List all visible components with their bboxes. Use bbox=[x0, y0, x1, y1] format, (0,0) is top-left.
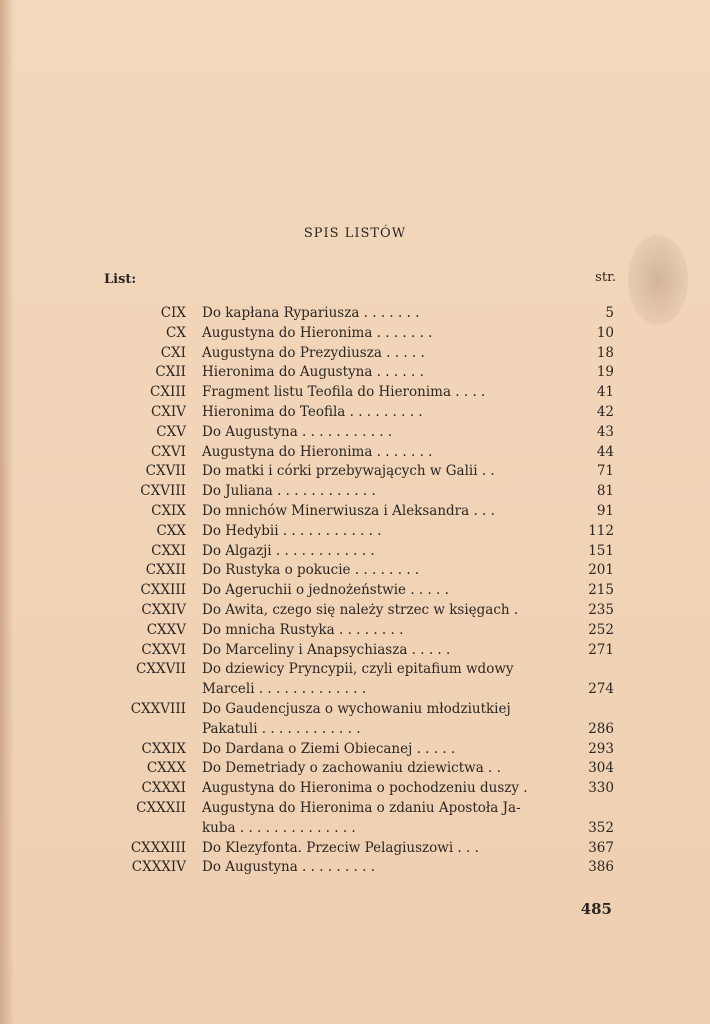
letter-number: CXV bbox=[156, 423, 186, 440]
page-number: 201 bbox=[588, 562, 614, 579]
letter-number: CXXV bbox=[146, 621, 186, 638]
page-number: 293 bbox=[588, 740, 614, 757]
letter-title: Do Awita, czego się należy strzec w księgach . bbox=[202, 601, 519, 618]
letter-number: CXI bbox=[160, 344, 186, 361]
page-number: 42 bbox=[596, 403, 614, 420]
page-number: 252 bbox=[588, 621, 614, 638]
letter-number: CXX bbox=[156, 522, 186, 539]
letter-title: Do Marceliny i Anapsychiasza . . . . . bbox=[202, 641, 451, 658]
letter-title: Augustyna do Hieronima . . . . . . . bbox=[202, 324, 433, 341]
letter-number: CXXVI bbox=[141, 641, 186, 658]
toc-row bbox=[0, 522, 710, 542]
letter-title: Do mnichów Minerwiusza i Aleksandra . . . bbox=[202, 502, 495, 519]
toc-row bbox=[0, 363, 710, 383]
letter-number: CXIV bbox=[150, 403, 186, 420]
page-number: 352 bbox=[588, 819, 614, 836]
letter-title: Do Hedybii . . . . . . . . . . . . bbox=[202, 522, 382, 539]
page-number: 81 bbox=[596, 483, 614, 500]
letter-title: Augustyna do Hieronima . . . . . . . bbox=[202, 443, 433, 460]
page-number: 215 bbox=[588, 582, 614, 599]
letter-title: Do mnicha Rustyka . . . . . . . . bbox=[202, 621, 404, 638]
toc-row bbox=[0, 799, 710, 819]
page-number: 71 bbox=[596, 463, 614, 480]
toc-row bbox=[0, 720, 710, 740]
column-header-page: str. bbox=[595, 270, 616, 285]
letter-number: CXVIII bbox=[140, 483, 186, 500]
letter-title: Pakatuli . . . . . . . . . . . . bbox=[202, 720, 361, 737]
page-number: 304 bbox=[588, 760, 614, 777]
letter-number: CXXIX bbox=[141, 740, 186, 757]
page-number: 10 bbox=[596, 324, 614, 341]
letter-title: Do Juliana . . . . . . . . . . . . bbox=[202, 483, 376, 500]
toc-row bbox=[0, 621, 710, 641]
page-number: 5 bbox=[605, 305, 614, 321]
page-number: 367 bbox=[588, 839, 614, 856]
page-number: 19 bbox=[596, 364, 614, 381]
letter-number: CXXVII bbox=[136, 661, 186, 678]
toc-row bbox=[0, 819, 710, 839]
letter-number: CIX bbox=[160, 305, 186, 321]
page-number: 91 bbox=[596, 502, 614, 519]
letter-number: CXIII bbox=[150, 384, 186, 401]
letter-title: Hieronima do Teofila . . . . . . . . . bbox=[202, 403, 423, 420]
toc-row bbox=[0, 740, 710, 760]
column-header-letter: List: bbox=[104, 272, 137, 287]
letter-title: Do Ageruchii o jednożeństwie . . . . . bbox=[202, 582, 449, 599]
letter-number: CXXXII bbox=[136, 799, 186, 816]
letter-title: Augustyna do Prezydiusza . . . . . bbox=[202, 344, 425, 361]
toc-row bbox=[0, 700, 710, 720]
letter-number: CXVII bbox=[145, 463, 186, 480]
toc-row bbox=[0, 324, 710, 344]
toc-row bbox=[0, 344, 710, 364]
page-number: 330 bbox=[588, 780, 614, 797]
toc-row bbox=[0, 462, 710, 482]
page-number: 386 bbox=[588, 859, 614, 876]
toc-row bbox=[0, 581, 710, 601]
letter-title: Fragment listu Teofila do Hieronima . . . . bbox=[202, 384, 486, 401]
page-number: 44 bbox=[596, 443, 614, 460]
toc-row bbox=[0, 561, 710, 581]
letter-title: Do Demetriady o zachowaniu dziewictwa . . bbox=[202, 760, 501, 777]
letter-number: CXXXI bbox=[141, 780, 186, 797]
folio-number: 485 bbox=[580, 900, 612, 918]
toc-row bbox=[0, 641, 710, 661]
letter-title: Do matki i córki przebywających w Galii . . bbox=[202, 463, 495, 480]
toc-row bbox=[0, 660, 710, 680]
letter-number: CXXXIII bbox=[130, 839, 186, 856]
letter-title: Augustyna do Hieronima o zdaniu Apostoła Ja- bbox=[202, 799, 521, 816]
letter-title: Do Algazji . . . . . . . . . . . . bbox=[202, 542, 375, 559]
page-title: SPIS LISTÓW bbox=[303, 226, 407, 241]
letter-title: Augustyna do Hieronima o pochodzeniu duszy . bbox=[202, 780, 528, 797]
letter-number: CXIX bbox=[151, 502, 186, 519]
letter-title: Do Augustyna . . . . . . . . . . . bbox=[202, 423, 393, 440]
letter-number: CXXVIII bbox=[130, 700, 186, 717]
toc-row bbox=[0, 423, 710, 443]
letter-number: CXXIII bbox=[140, 582, 186, 599]
toc-row bbox=[0, 779, 710, 799]
toc-row bbox=[0, 858, 710, 878]
letter-title: Do Klezyfonta. Przeciw Pelagiuszowi . . . bbox=[202, 839, 479, 856]
toc-row bbox=[0, 680, 710, 700]
letter-number: CXII bbox=[155, 364, 186, 381]
toc-row bbox=[0, 482, 710, 502]
toc-row bbox=[0, 383, 710, 403]
toc-row bbox=[0, 542, 710, 562]
toc-row bbox=[0, 403, 710, 423]
toc-row bbox=[0, 304, 710, 324]
toc-row bbox=[0, 839, 710, 859]
page-number: 151 bbox=[588, 542, 614, 559]
letter-number: CXXII bbox=[145, 562, 186, 579]
letter-number: CXXI bbox=[151, 542, 186, 559]
letter-number: CXXXIV bbox=[131, 859, 186, 876]
letter-title: Hieronima do Augustyna . . . . . . bbox=[202, 364, 424, 381]
letter-title: Do Gaudencjusza o wychowaniu młodziutkiej bbox=[202, 700, 511, 717]
letter-title: Do Dardana o Ziemi Obiecanej . . . . . bbox=[202, 740, 456, 757]
letter-title: Do dziewicy Pryncypii, czyli epitafium wdowy bbox=[202, 661, 514, 678]
letter-number: CX bbox=[166, 324, 186, 341]
letter-number: CXVI bbox=[150, 443, 186, 460]
letter-number: CXXX bbox=[146, 760, 186, 777]
toc-row bbox=[0, 601, 710, 621]
page-number: 235 bbox=[588, 601, 614, 618]
page-number: 286 bbox=[588, 720, 614, 737]
page-number: 274 bbox=[588, 681, 614, 698]
letter-title: kuba . . . . . . . . . . . . . . bbox=[202, 819, 356, 836]
letter-title: Do Rustyka o pokucie . . . . . . . . bbox=[202, 562, 420, 579]
letter-title: Do kapłana Rypariusza . . . . . . . bbox=[202, 305, 420, 321]
page-number: 112 bbox=[588, 522, 614, 539]
toc-row bbox=[0, 443, 710, 463]
page-number: 43 bbox=[596, 423, 614, 440]
page-number: 271 bbox=[588, 641, 614, 658]
page-number: 41 bbox=[596, 384, 614, 401]
toc-row bbox=[0, 759, 710, 779]
letter-title: Marceli . . . . . . . . . . . . . bbox=[202, 681, 367, 698]
toc-row bbox=[0, 502, 710, 522]
page-number: 18 bbox=[596, 344, 614, 361]
table-of-contents bbox=[0, 304, 710, 878]
letter-number: CXXIV bbox=[141, 601, 186, 618]
letter-title: Do Augustyna . . . . . . . . . bbox=[202, 859, 375, 876]
